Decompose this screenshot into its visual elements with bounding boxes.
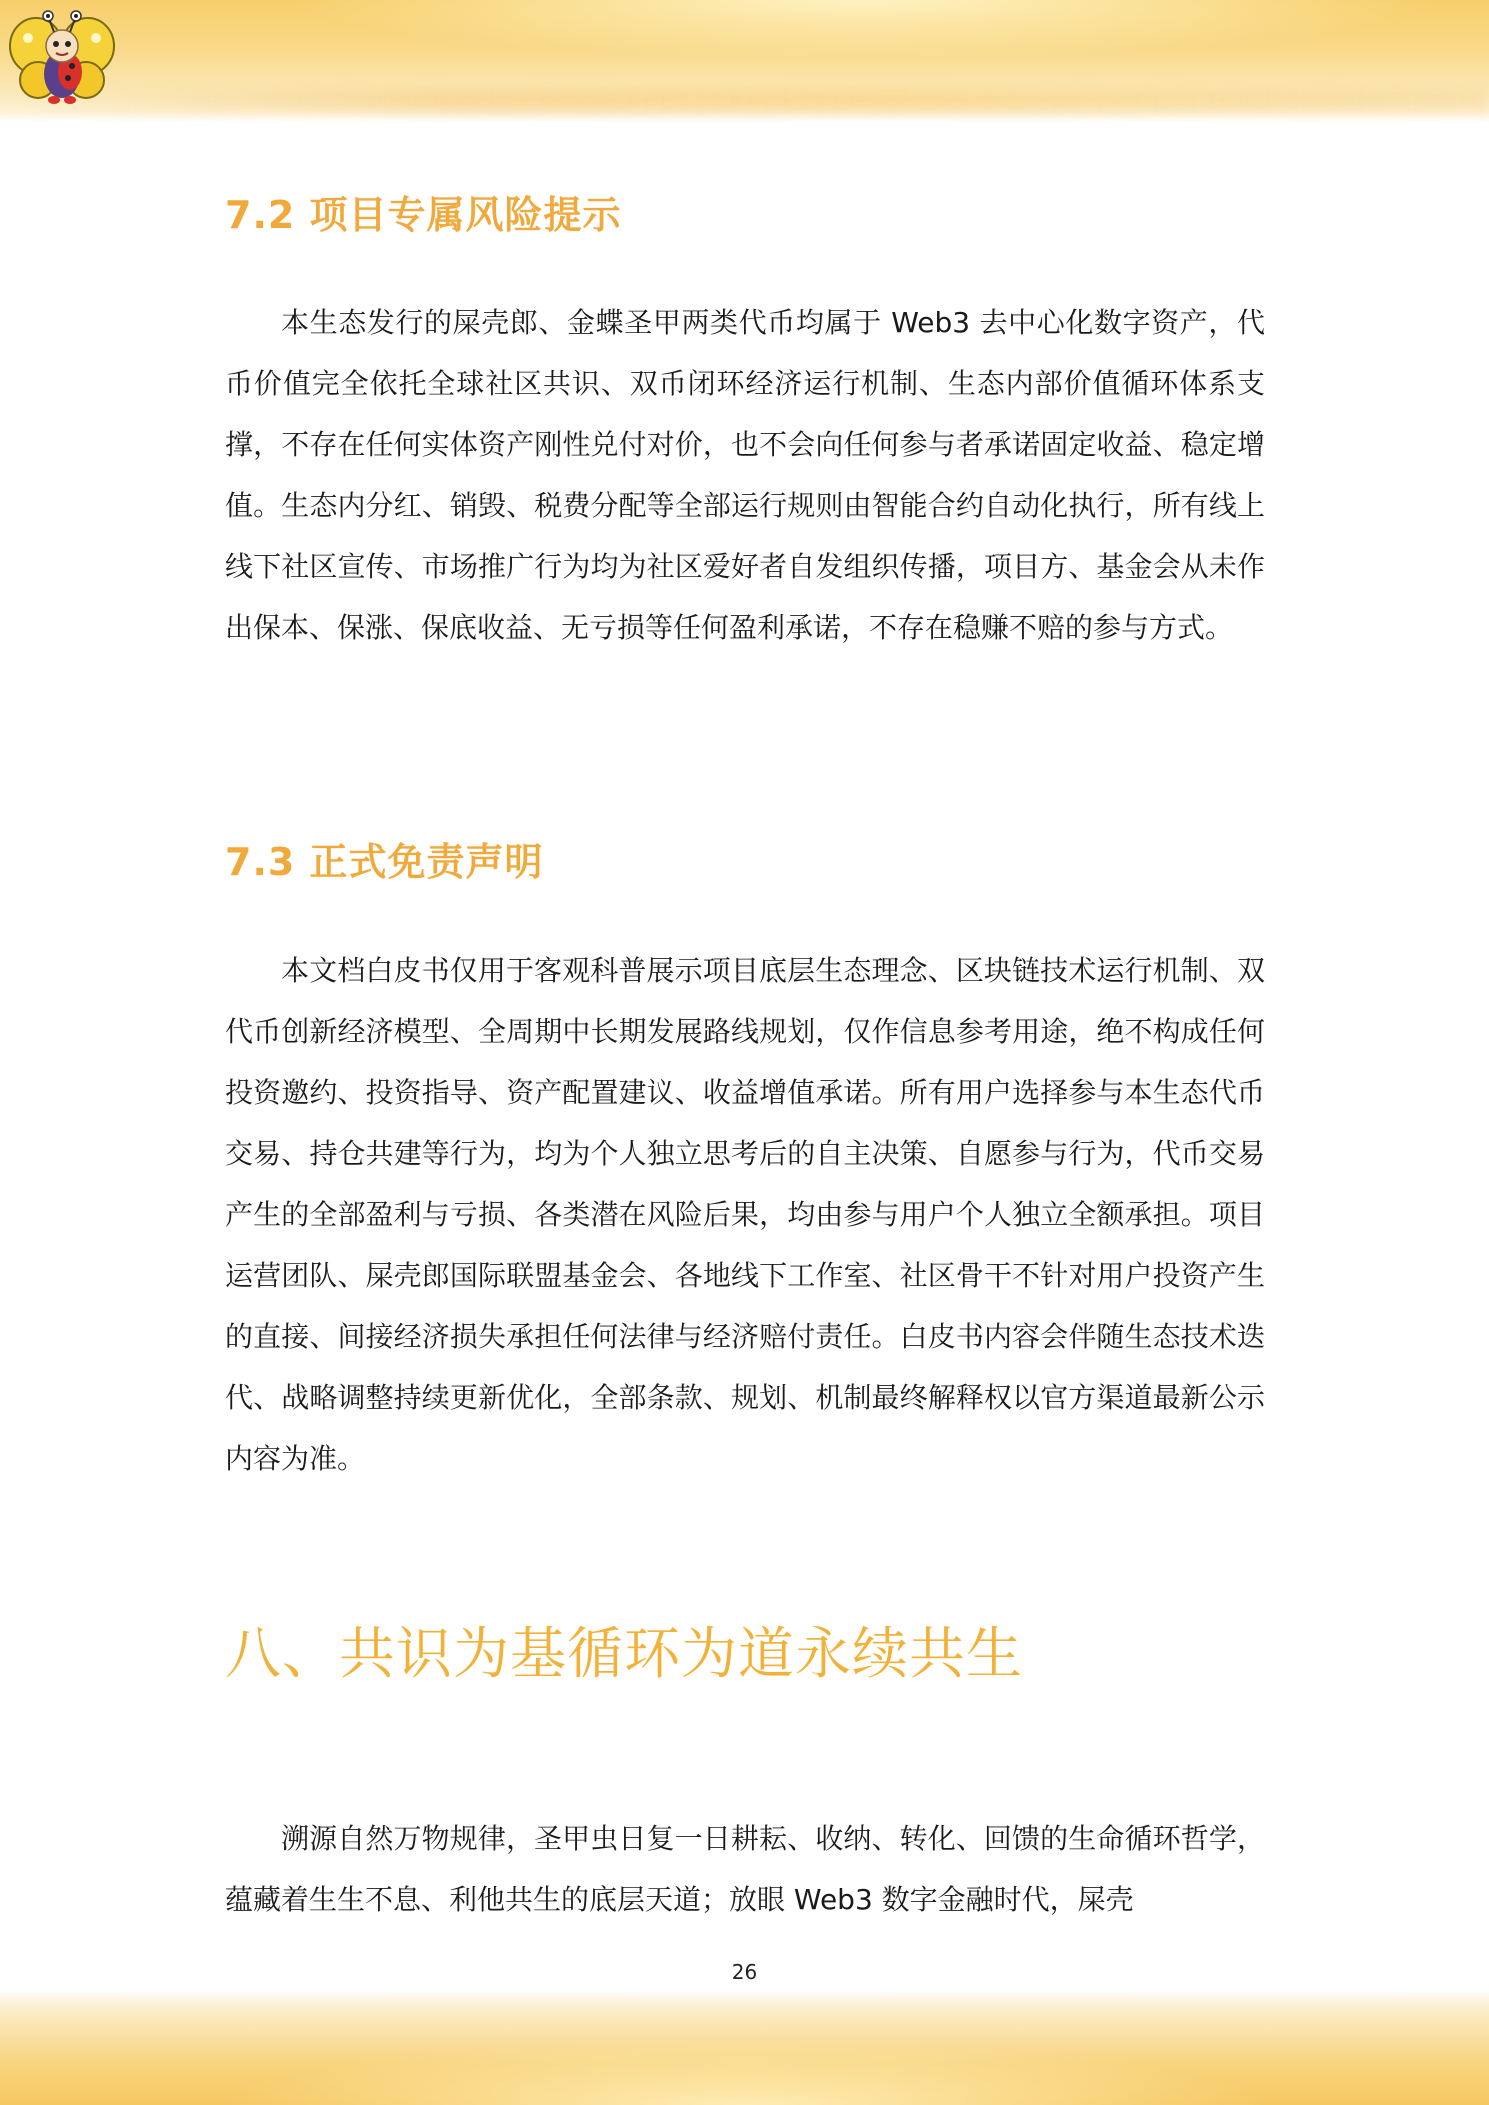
section-heading-7-2: 7.2 项目专属风险提示 [225, 193, 622, 237]
section-7-3-paragraph: 本文档白皮书仅用于客观科普展示项目底层生态理念、区块链技术运行机制、双代币创新经济模型、全周期中长期发展路线规划，仅作信息参考用途，绝不构成任何投资邀约、投资指导、资产配置建议、收益增值承诺。所有用户选择参与本生态代币交易、持仓共建等行为，均为个人独立思考后的自主决策、自愿参与行为，代币交易产生的全部盈利与亏损、各类潜在风险后果，均由参与用户个人独立全额承担。项目运营团队、屎壳郎国际联盟基金会、各地线下工作室、社区骨干不针对用户投资产生的直接、间接经济损失承担任何法律与经济赔付责任。白皮书内容会伴随生态技术迭代、战略调整持续更新优化，全部条款、规划、机制最终解释权以官方渠道最新公示内容为准。 [225, 954, 1265, 1475]
chapter-heading-8: 八、共识为基循环为道永续共生 [225, 1622, 1023, 1687]
page-number: 26 [731, 1960, 758, 1984]
footer-banner [0, 1990, 1489, 2105]
header-banner [0, 0, 1489, 122]
section-heading-7-3: 7.3 正式免责声明 [225, 840, 544, 884]
chapter-8-paragraph: 溯源自然万物规律，圣甲虫日复一日耕耘、收纳、转化、回馈的生命循环哲学，蕴藏着生生不息、利他共生的底层天道；放眼 Web3 数字金融时代，屎壳 [225, 1822, 1265, 1916]
butterfly-ladybug-mascot-icon [6, 8, 118, 108]
section-7-2-paragraph: 本生态发行的屎壳郎、金蝶圣甲两类代币均属于 Web3 去中心化数字资产，代币价值完全依托全球社区共识、双币闭环经济运行机制、生态内部价值循环体系支撑，不存在任何实体资产刚性兑付对价，也不会向任何参与者承诺固定收益、稳定增值。生态内分红、销毁、税费分配等全部运行规则由智能合约自动化执行，所有线上线下社区宣传、市场推广行为均为社区爱好者自发组织传播，项目方、基金会从未作出保本、保涨、保底收益、无亏损等任何盈利承诺，不存在稳赚不赔的参与方式。 [225, 306, 1265, 644]
